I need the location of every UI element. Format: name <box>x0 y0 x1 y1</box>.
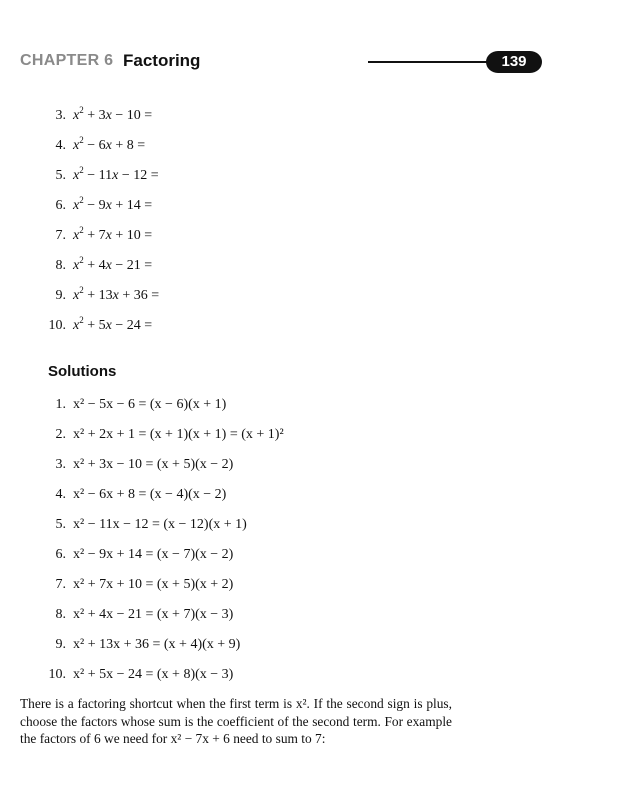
solution-item <box>40 575 233 595</box>
solution-equation: x² + 4x − 21 = (x + 7)(x − 3) <box>73 607 234 622</box>
solution-item <box>40 425 284 445</box>
solution-equation: x² + 5x − 24 = (x + 8)(x − 3) <box>73 667 234 682</box>
solution-number: 4. <box>55 487 66 502</box>
solution-equation: x² − 11x − 12 = (x − 12)(x + 1) <box>73 517 247 532</box>
problem-expression: $x^2 - 6x + 8$ = <box>73 135 146 153</box>
solution-equation: x² − 6x + 8 = (x − 4)(x − 2) <box>73 487 227 502</box>
solution-equation: x² + 3x − 10 = (x + 5)(x − 2) <box>73 457 234 472</box>
header-rule <box>368 61 493 63</box>
problem-number: 10. <box>48 318 66 333</box>
problem-item <box>40 136 145 156</box>
problem-expression: $x^2 + 13x + 36$ = <box>73 285 160 303</box>
solution-item <box>40 545 233 565</box>
problem-number: 9. <box>55 288 66 303</box>
solution-item <box>40 455 233 475</box>
problem-number: 6. <box>55 198 66 213</box>
solution-number: 9. <box>55 637 66 652</box>
problem-number: 8. <box>55 258 66 273</box>
solution-number: 8. <box>55 607 66 622</box>
problem-item <box>40 286 159 306</box>
solutions-heading: Solutions <box>48 363 117 380</box>
solution-item <box>40 515 247 535</box>
problem-item <box>40 316 152 336</box>
problem-item <box>40 196 152 216</box>
solution-number: 5. <box>55 517 66 532</box>
solution-equation: x² + 7x + 10 = (x + 5)(x + 2) <box>73 577 234 592</box>
solution-number: 1. <box>55 397 66 412</box>
solution-number: 2. <box>55 427 66 442</box>
chapter-title: Factoring <box>123 51 201 70</box>
solution-number: 6. <box>55 547 66 562</box>
page-header <box>20 50 620 76</box>
solution-item <box>40 665 233 685</box>
solution-item <box>40 605 233 625</box>
solution-number: 10. <box>48 667 66 682</box>
solution-equation: x² − 5x − 6 = (x − 6)(x + 1) <box>73 397 227 412</box>
problem-item <box>40 226 152 246</box>
body-paragraph <box>20 695 452 748</box>
solution-item <box>40 395 226 415</box>
problem-item <box>40 106 152 126</box>
problem-number: 4. <box>55 138 66 153</box>
solution-item <box>40 485 226 505</box>
problem-expression: $x^2 + 5x - 24$ = <box>73 315 153 333</box>
problem-expression: $x^2 + 4x - 21$ = <box>73 255 153 273</box>
paragraph-text: There is a factoring shortcut when the first term is x². If the second sign is plus, choose the factors whose sum is the coefficient of the second term. For example the factors of 6 we need for x² − 7x + 6 need to sum to 7: <box>20 696 452 746</box>
problem-number: 3. <box>55 108 66 123</box>
problem-number: 7. <box>55 228 66 243</box>
problem-expression: $x^2 + 3x - 10$ = <box>73 105 153 123</box>
problem-number: 5. <box>55 168 66 183</box>
problem-expression: $x^2 - 11x - 12$ = <box>73 165 159 183</box>
page-number-badge: 139 <box>486 51 542 73</box>
solution-equation: x² + 13x + 36 = (x + 4)(x + 9) <box>73 637 241 652</box>
solution-number: 3. <box>55 457 66 472</box>
problem-expression: $x^2 + 7x + 10$ = <box>73 225 153 243</box>
chapter-label: CHAPTER 6 <box>20 52 114 69</box>
solution-number: 7. <box>55 577 66 592</box>
solution-item <box>40 635 240 655</box>
problem-expression: $x^2 - 9x + 14$ = <box>73 195 153 213</box>
problem-item <box>40 166 159 186</box>
problem-item <box>40 256 152 276</box>
solution-equation: x² + 2x + 1 = (x + 1)(x + 1) = (x + 1)² <box>73 427 284 442</box>
solution-equation: x² − 9x + 14 = (x − 7)(x − 2) <box>73 547 234 562</box>
